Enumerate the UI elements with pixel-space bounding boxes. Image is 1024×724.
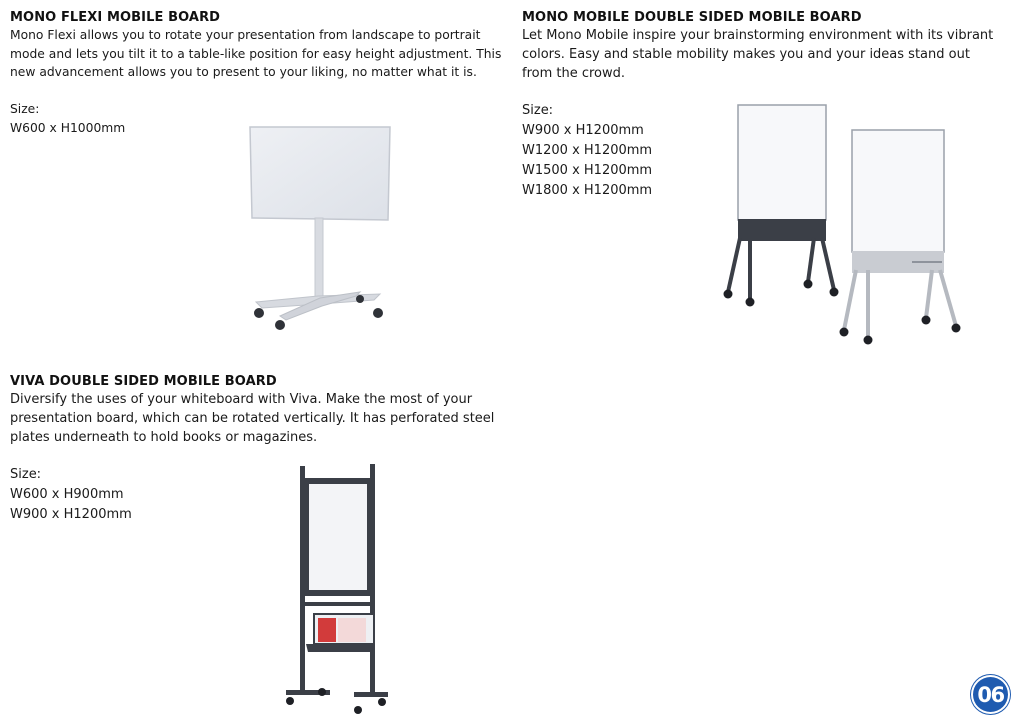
product-title: MONO MOBILE DOUBLE SIDED MOBILE BOARD [522, 10, 862, 25]
product-title: MONO FLEXI MOBILE BOARD [10, 10, 221, 25]
page-number-badge: 06 [971, 675, 1010, 714]
product-viva [10, 373, 510, 525]
size-item: W1200 x H1200mm [522, 143, 653, 158]
product-description: Let Mono Mobile inspire your brainstorming environment with its vibrant colors. Easy and stable mobility makes you and your ideas stand out from the crowd. [522, 28, 994, 81]
mono-flexi-board-image [240, 120, 400, 335]
size-item: W600 x H1000mm [10, 120, 126, 135]
size-item: W600 x H900mm [10, 487, 124, 502]
size-item: W900 x H1200mm [10, 507, 132, 522]
product-mono-flexi [10, 9, 505, 138]
product-title: VIVA DOUBLE SIDED MOBILE BOARD [10, 374, 277, 389]
product-description: Diversify the uses of your whiteboard with Viva. Make the most of your presentation board, which can be rotated vertically. It has perforated steel plates underneath to hold books or magazines. [10, 392, 495, 445]
mono-mobile-board-image [722, 102, 974, 350]
product-description: Mono Flexi allows you to rotate your presentation from landscape to portrait mode and lets you tilt it to a table-like position for easy height adjustment. This new advancement allows you to present to your liking, no matter what it is. [10, 28, 502, 79]
size-item: W1500 x H1200mm [522, 163, 653, 178]
size-list [10, 465, 510, 525]
size-label: Size: [522, 103, 554, 118]
size-item: W1800 x H1200mm [522, 183, 653, 198]
viva-board-image [276, 462, 388, 718]
size-label: Size: [10, 101, 40, 116]
size-item: W900 x H1200mm [522, 123, 644, 138]
size-label: Size: [10, 467, 42, 482]
